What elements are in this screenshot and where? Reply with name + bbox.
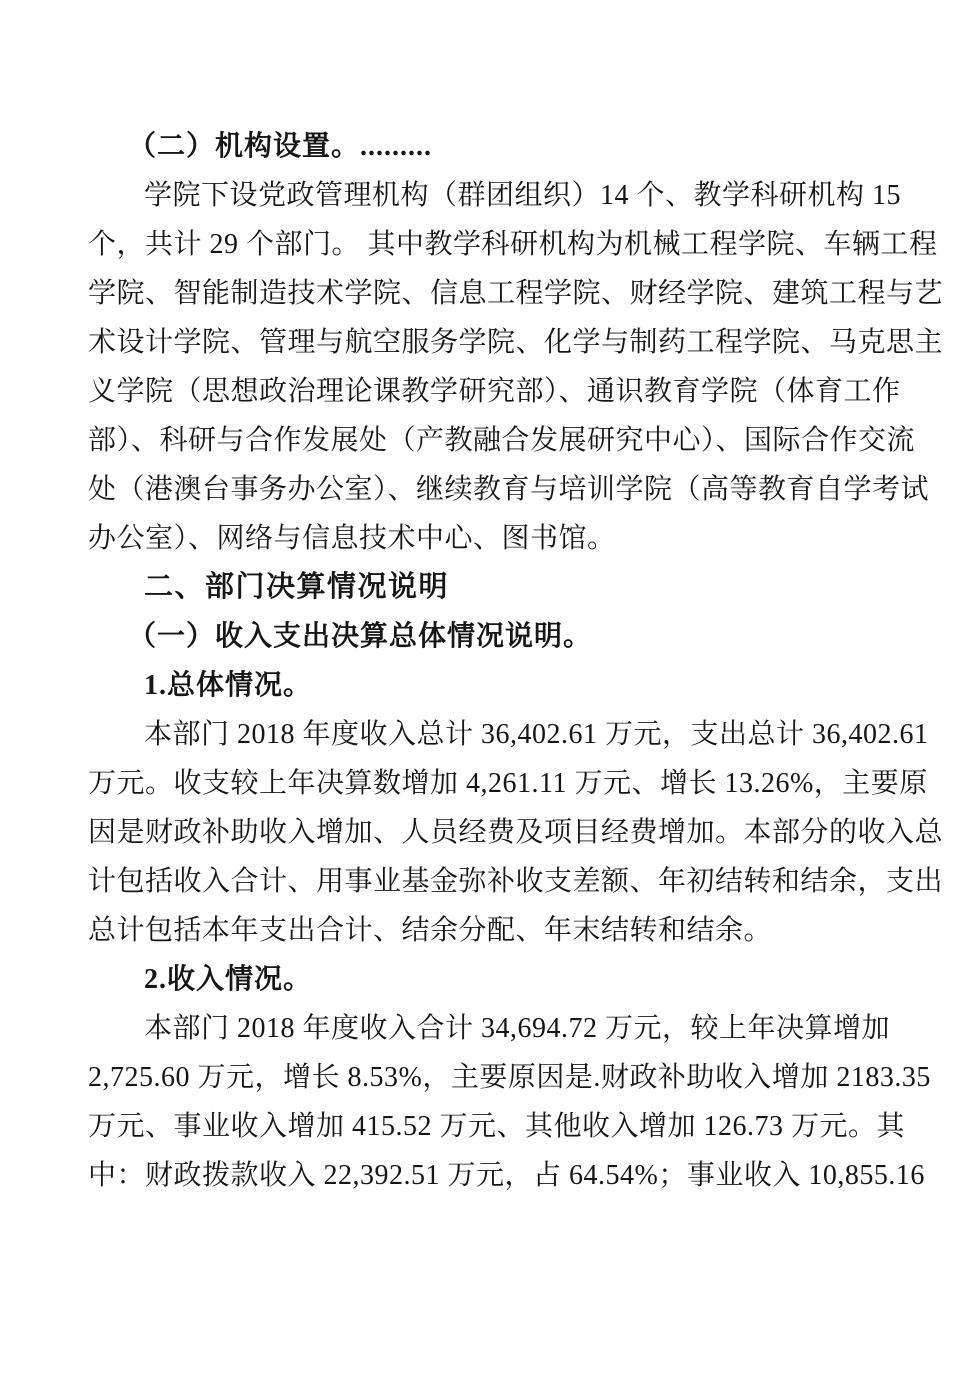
paragraph-org-structure: [88, 171, 944, 563]
org-paragraph-line: 义学院（思想政治理论课教学研究部）、通识教育学院（体育工作: [88, 376, 901, 407]
general-paragraph-line: 万元。收支较上年决算数增加 4,261.11 万元、增长 13.26%，主要原: [88, 768, 928, 799]
general-paragraph-line: 计包括收入合计、用事业基金弥补收支差额、年初结转和结余，支出: [88, 866, 944, 897]
org-paragraph-line: 处（港澳台事务办公室）、继续教育与培训学院（高等教育自学考试: [88, 474, 930, 505]
heading-budget-statement: 二、部门决算情况说明: [144, 571, 450, 603]
heading-org-setup: （二）机构设置。.........: [128, 131, 433, 162]
income-paragraph-line: 2,725.60 万元，增长 8.53%，主要原因是.财政补助收入增加 2183.35: [88, 1062, 931, 1093]
income-paragraph-line: 中：财政拨款收入 22,392.51 万元，占 64.54%；事业收入 10,855.16: [88, 1160, 925, 1191]
heading-general-situation: 1.总体情况。: [144, 670, 313, 701]
paragraph-income-situation: [88, 1004, 931, 1200]
org-paragraph-line: 办公室）、网络与信息技术中心、图书馆。: [88, 523, 616, 554]
heading-income-situation: 2.收入情况。: [144, 964, 313, 995]
general-paragraph-line: 因是财政补助收入增加、人员经费及项目经费增加。本部分的收入总: [88, 817, 944, 848]
general-paragraph-line: 本部门 2018 年度收入总计 36,402.61 万元，支出总计 36,402.61: [144, 719, 929, 750]
income-paragraph-line: 万元、事业收入增加 415.52 万元、其他收入增加 126.73 万元。其: [88, 1111, 906, 1142]
paragraph-general-situation: [88, 710, 944, 955]
income-paragraph-line: 本部门 2018 年度收入合计 34,694.72 万元，较上年决算增加: [144, 1013, 891, 1044]
org-paragraph-line: 学院、智能制造技术学院、信息工程学院、财经学院、建筑工程与艺: [88, 278, 944, 309]
org-paragraph-line: 学院下设党政管理机构（群团组织）14 个、教学科研机构 15: [144, 180, 902, 211]
org-paragraph-line: 部）、科研与合作发展处（产教融合发展研究中心）、国际合作交流: [88, 425, 916, 456]
org-paragraph-line: 个，共计 29 个部门。 其中教学科研机构为机械工程学院、车辆工程: [88, 229, 938, 260]
org-paragraph-line: 术设计学院、管理与航空服务学院、化学与制药工程学院、马克思主: [88, 327, 944, 358]
general-paragraph-line: 总计包括本年支出合计、结余分配、年末结转和结余。: [88, 915, 773, 946]
heading-income-expense-overview: （一）收入支出决算总体情况说明。: [128, 621, 593, 652]
